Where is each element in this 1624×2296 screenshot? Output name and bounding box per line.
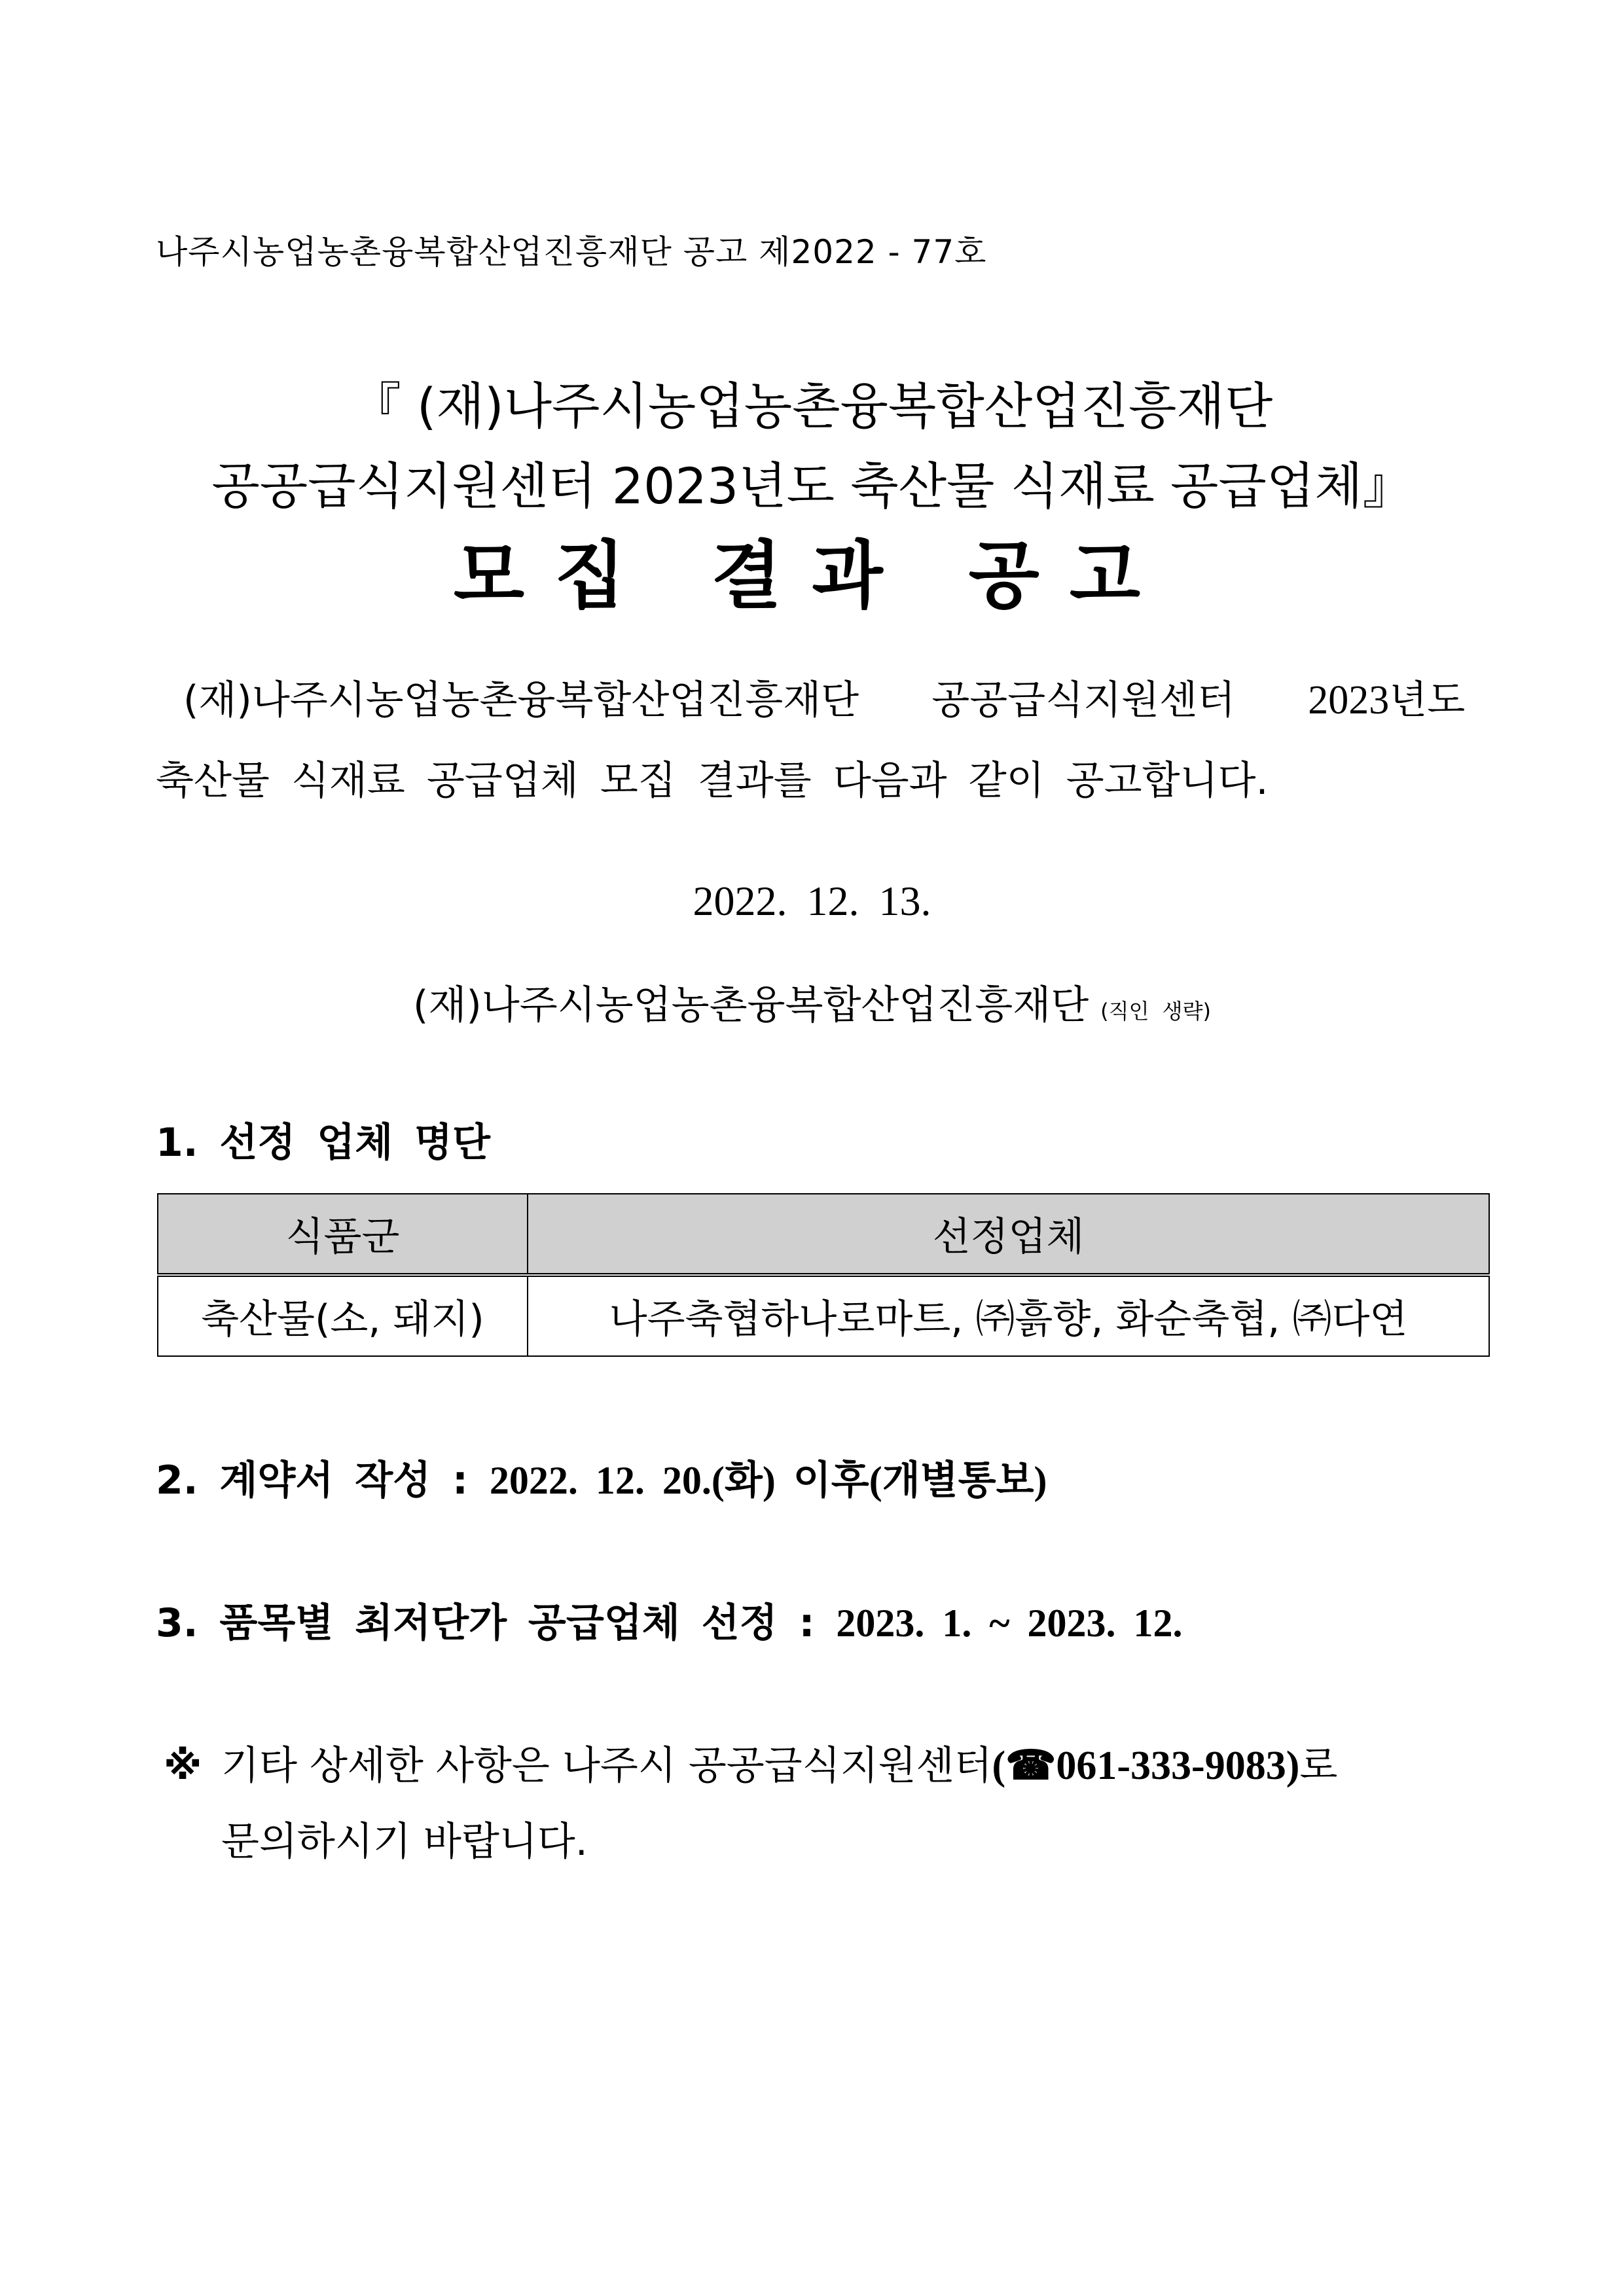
section-3-value: 2023. 1. ~ 2023. 12. bbox=[836, 1602, 1183, 1645]
section-3-label: 3. 품목별 최저단가 공급업체 선정 : bbox=[156, 1600, 837, 1646]
intro-paragraph-line-1 bbox=[183, 669, 1465, 725]
section-2 bbox=[156, 1449, 1047, 1505]
title-line-2: 공공급식지원센터 2023년도 축산물 식재료 공급업체』 bbox=[211, 457, 1413, 515]
table-header-selected-vendors: 선정업체 bbox=[528, 1194, 1489, 1275]
table-cell-vendors: 나주축협하나로마트, ㈜흙향, 화순축협, ㈜다연 bbox=[528, 1275, 1489, 1356]
note-line-2: 문의하시기 바랍니다. bbox=[221, 1819, 588, 1865]
issuer bbox=[0, 974, 1624, 1030]
title-line-3: 모집 결과 공고 bbox=[453, 533, 1171, 619]
notice-number: 나주시농업농촌융복합산업진흥재단 공고 제2022 - 77호 bbox=[156, 233, 987, 271]
section-2-label: 2. 계약서 작성 : bbox=[156, 1458, 490, 1503]
table-header-food-group: 식품군 bbox=[158, 1194, 528, 1275]
intro-line-1-text: (재)나주시농업농촌융복합산업진흥재단 공공급식지원센터 bbox=[183, 677, 1308, 723]
notice-date: 2022. 12. 13. bbox=[693, 878, 931, 924]
table-header-row bbox=[158, 1194, 1489, 1275]
title-line-1: 『 (재)나주시농업농촌융복합산업진흥재단 bbox=[351, 377, 1273, 435]
intro-line-1-end: 년도 bbox=[1389, 677, 1466, 723]
seal-note: (직인 생략) bbox=[1100, 999, 1211, 1024]
contact-note bbox=[164, 1728, 1337, 1880]
table-cell-food-group: 축산물(소, 돼지) bbox=[158, 1275, 528, 1356]
reference-mark: ※ bbox=[164, 1743, 202, 1789]
selected-vendors-table bbox=[157, 1193, 1490, 1357]
intro-line-1-year: 2023 bbox=[1308, 678, 1390, 723]
note-line-1-text: 기타 상세한 사항은 나주시 공공급식지원센터 bbox=[221, 1743, 992, 1789]
phone-number: (☎061-333-9083) bbox=[992, 1744, 1300, 1788]
issuer-name: (재)나주시농업농촌융복합산업진흥재단 bbox=[413, 982, 1089, 1028]
section-2-value: 2022. 12. 20.(화) 이후(개별통보) bbox=[489, 1459, 1047, 1502]
section-3 bbox=[156, 1592, 1183, 1648]
table-row bbox=[158, 1275, 1489, 1356]
note-line-1 bbox=[164, 1728, 1337, 1804]
note-line-1-end: 로 bbox=[1299, 1743, 1338, 1789]
intro-paragraph-line-2: 축산물 식재료 공급업체 모집 결과를 다음과 같이 공고합니다. bbox=[156, 758, 1269, 804]
section-1-heading: 1. 선정 업체 명단 bbox=[156, 1120, 490, 1166]
